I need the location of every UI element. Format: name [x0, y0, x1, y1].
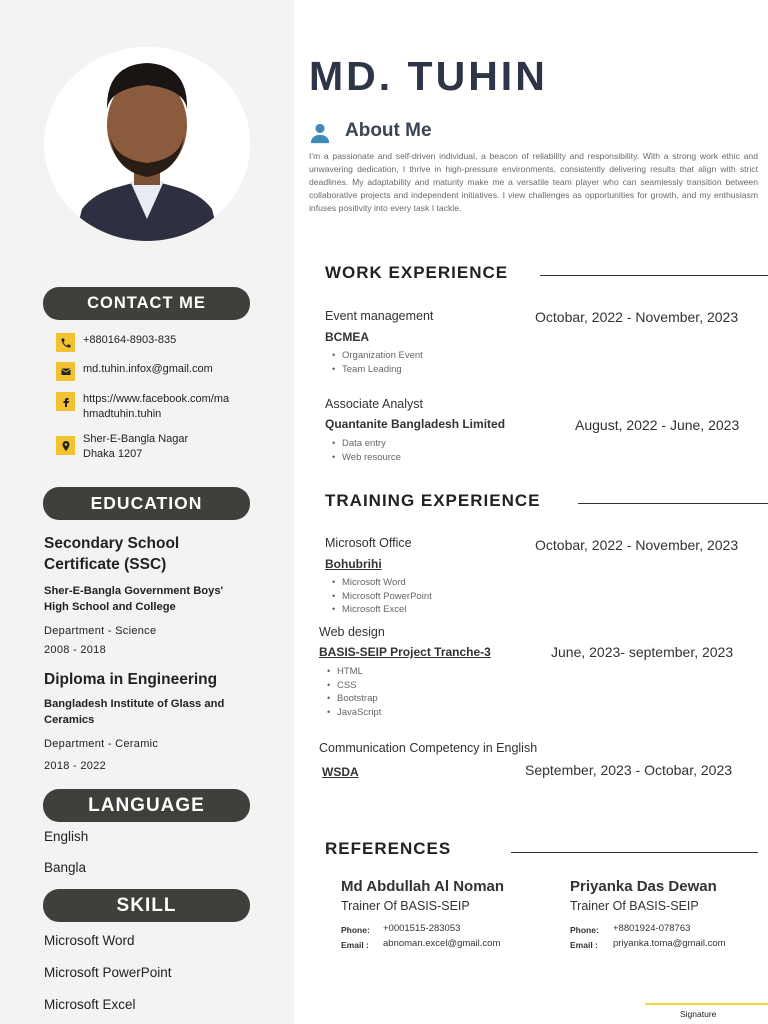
phone-text[interactable]: +880164-8903-835 — [83, 334, 177, 346]
language-heading: LANGUAGE — [43, 789, 250, 822]
bullet-item: • Team Leading — [332, 363, 423, 377]
divider — [540, 275, 768, 276]
signature-label: Signature — [680, 1009, 717, 1019]
about-title: About Me — [345, 120, 432, 141]
reference-name: Md Abdullah Al Noman — [341, 878, 505, 895]
edu-degree-diploma: Diploma in Engineering — [44, 671, 218, 688]
training-bullets — [332, 576, 432, 617]
bullet-item: • HTML — [327, 665, 381, 679]
skill-heading: SKILL — [43, 889, 250, 922]
facebook-icon — [56, 392, 75, 411]
job-date: Octobar, 2022 - November, 2023 — [535, 309, 739, 325]
skill-item: Microsoft Excel — [44, 997, 136, 1012]
edu-years-diploma: 2018 - 2022 — [44, 760, 107, 772]
full-name: MD. TUHIN — [309, 53, 548, 99]
edu-years-ssc: 2008 - 2018 — [44, 644, 107, 656]
address-text: Sher-E-Bangla Nagar Dhaka 1207 — [83, 433, 189, 460]
about-text: I'm a passionate and self-driven individual, a beacon of reliability and responsibility. With a strong work ethic and unwavering dedication, I thrive in high-pressure environments, consistently delivering results that align with strict deadlines. My adaptability and maturity make me a versatile team player who can seamlessly transition between collaborative projects and independent initiatives. I view challenges as opportunities for growth, and my enthusiasm infuses positivity into every task I tackle. — [309, 151, 758, 213]
divider — [578, 503, 768, 504]
job-org: Quantanite Bangladesh Limited — [325, 417, 506, 431]
contact-facebook — [56, 392, 235, 422]
signature-line — [645, 1003, 768, 1005]
bullet-item: • Organization Event — [332, 349, 423, 363]
bullet-item: • Microsoft PowerPoint — [332, 590, 432, 604]
sidebar — [0, 0, 294, 1024]
skill-item: Microsoft Word — [44, 933, 135, 948]
edu-institution-diploma: Bangladesh Institute of Glass and Ceramics — [44, 698, 225, 726]
language-item: English — [44, 829, 89, 844]
bullet-item: • Microsoft Excel — [332, 603, 432, 617]
bullet-item: • JavaScript — [327, 706, 381, 720]
email-label: Email : — [341, 940, 369, 950]
bullet-item: • Microsoft Word — [332, 576, 432, 590]
work-experience-heading: WORK EXPERIENCE — [325, 263, 509, 282]
edu-department-ssc: Department - Science — [44, 625, 157, 637]
reference-email[interactable]: abnoman.excel@gmail.com — [383, 938, 501, 949]
phone-label: Phone: — [570, 925, 599, 935]
job-org: BCMEA — [325, 330, 369, 344]
reference-phone[interactable]: +0001515-283053 — [383, 923, 461, 934]
facebook-text[interactable]: https://www.facebook.com/mahmadtuhin.tuhin — [83, 393, 230, 420]
bullet-item: • Data entry — [332, 437, 401, 451]
divider — [511, 852, 758, 853]
reference-name: Priyanka Das Dewan — [570, 878, 717, 895]
email-label: Email : — [570, 940, 598, 950]
job-role: Associate Analyst — [325, 397, 423, 411]
training-date: Octobar, 2022 - November, 2023 — [535, 537, 739, 553]
person-silhouette-icon — [44, 47, 250, 241]
job-role: Event management — [325, 309, 434, 323]
contact-phone — [56, 333, 176, 352]
phone-label: Phone: — [341, 925, 370, 935]
training-org: WSDA — [322, 765, 359, 779]
edu-department-diploma: Department - Ceramic — [44, 738, 159, 750]
phone-icon — [56, 333, 75, 352]
training-date: June, 2023- september, 2023 — [551, 644, 734, 660]
user-icon — [309, 122, 331, 144]
contact-me-heading: CONTACT ME — [43, 287, 250, 320]
reference-title: Trainer Of BASIS-SEIP — [341, 899, 470, 913]
profile-photo — [44, 47, 250, 241]
contact-address — [56, 432, 203, 462]
training-org: BASIS-SEIP Project Tranche-3 — [319, 645, 491, 659]
bullet-item: • Web resource — [332, 451, 401, 465]
training-date: September, 2023 - Octobar, 2023 — [525, 762, 733, 778]
training-bullets — [327, 665, 381, 720]
job-date: August, 2022 - June, 2023 — [575, 417, 740, 433]
skill-item: Microsoft PowerPoint — [44, 965, 172, 980]
references-heading: REFERENCES — [325, 839, 452, 858]
language-item: Bangla — [44, 860, 87, 875]
education-heading: EDUCATION — [43, 487, 250, 520]
envelope-icon — [56, 362, 75, 381]
edu-institution-ssc: Sher-E-Bangla Government Boys' High School and College — [44, 585, 224, 613]
reference-email[interactable]: priyanka.toma@gmail.com — [613, 938, 726, 949]
training-role: Communication Competency in English — [319, 741, 538, 755]
training-role: Microsoft Office — [325, 536, 412, 550]
map-pin-icon — [56, 436, 75, 455]
training-org: Bohubrihi — [325, 557, 382, 571]
reference-title: Trainer Of BASIS-SEIP — [570, 899, 699, 913]
bullet-item: • Bootstrap — [327, 692, 381, 706]
email-text[interactable]: md.tuhin.infox@gmail.com — [83, 363, 213, 375]
training-experience-heading: TRAINING EXPERIENCE — [325, 491, 541, 510]
edu-degree-ssc: Secondary School Certificate (SSC) — [44, 535, 180, 573]
bullet-item: • CSS — [327, 679, 381, 693]
job-bullets — [332, 437, 401, 464]
training-role: Web design — [319, 625, 385, 639]
contact-email — [56, 362, 213, 381]
reference-phone[interactable]: +8801924-078763 — [613, 923, 691, 934]
job-bullets — [332, 349, 423, 376]
